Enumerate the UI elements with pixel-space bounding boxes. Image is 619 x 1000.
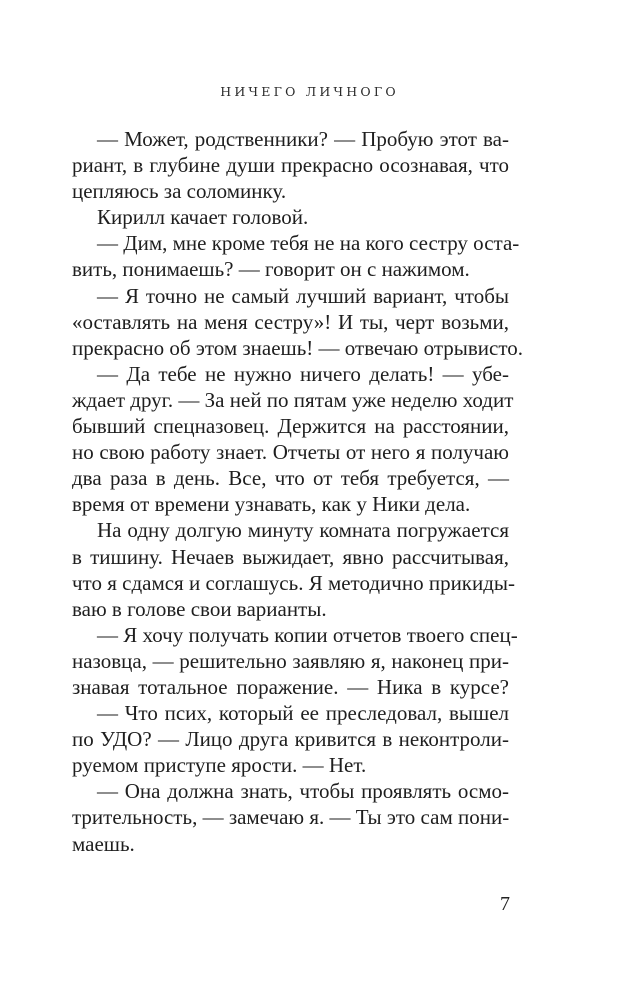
text-line: ваю в голове свои варианты.	[72, 596, 327, 621]
text-line: бывший спецназовец. Держится на расстоянии,	[72, 414, 509, 439]
text-line: риант, в глубине души прекрасно осознавая, что	[72, 153, 509, 178]
text-line: маешь.	[72, 831, 135, 856]
paragraph	[72, 778, 509, 856]
paragraph	[72, 622, 518, 700]
text-line: Кирилл качает головой.	[97, 205, 309, 230]
text-line: но свою работу знает. Отчеты от него я получаю	[72, 440, 509, 465]
text-line: в тишину. Нечаев выжидает, явно рассчитывая,	[72, 544, 509, 569]
text-line: знавая тотальное поражение. — Ника в курсе?	[72, 674, 509, 699]
text-line: руемом приступе ярости. — Нет.	[72, 753, 367, 778]
text-line: время от времени узнавать, как у Ники дела.	[72, 492, 471, 517]
text-line: На одну долгую минуту комната погружается	[97, 518, 509, 543]
text-line: прекрасно об этом знаешь! — отвечаю отрывисто.	[72, 335, 523, 360]
paragraph	[72, 283, 523, 361]
text-line: трительность, — замечаю я. — Ты это сам пони-	[72, 805, 510, 830]
text-line: — Я хочу получать копии отчетов твоего спец-	[97, 622, 518, 647]
paragraph	[72, 230, 520, 282]
text-line: — Я точно не самый лучший вариант, чтобы	[97, 283, 509, 308]
running-header: НИЧЕГО ЛИЧНОГО	[220, 84, 399, 99]
text-line: что я сдамся и соглашусь. Я методично прикиды-	[72, 570, 516, 595]
paragraph	[72, 517, 516, 621]
text-line: «оставлять на меня сестру»! И ты, черт возьми,	[72, 309, 509, 334]
text-line: ждает друг. — За ней по пятам уже неделю ходит	[72, 387, 514, 412]
page-number: 7	[500, 893, 510, 915]
paragraph	[72, 700, 509, 778]
text-line: — Она должна знать, чтобы проявлять осмо-	[97, 779, 509, 804]
text-line: назовца, — решительно заявляю я, наконец при-	[72, 648, 509, 673]
text-line: — Что псих, который ее преследовал, вышел	[97, 701, 509, 726]
paragraph	[72, 126, 509, 204]
text-line: цепляюсь за соломинку.	[72, 179, 287, 204]
paragraph	[72, 361, 514, 518]
text-line: по УДО? — Лицо друга кривится в неконтроли-	[72, 727, 509, 752]
text-line: вить, понимаешь? — говорит он с нажимом.	[72, 257, 470, 282]
text-line: — Может, родственники? — Пробую этот ва-	[97, 127, 509, 151]
text-line: — Дим, мне кроме тебя не на кого сестру оста-	[97, 231, 520, 256]
text-line: — Да тебе не нужно ничего делать! — убе-	[97, 361, 509, 386]
text-line: два раза в день. Все, что от тебя требуется, —	[72, 466, 509, 491]
body-text	[72, 126, 523, 857]
paragraph	[72, 204, 509, 230]
